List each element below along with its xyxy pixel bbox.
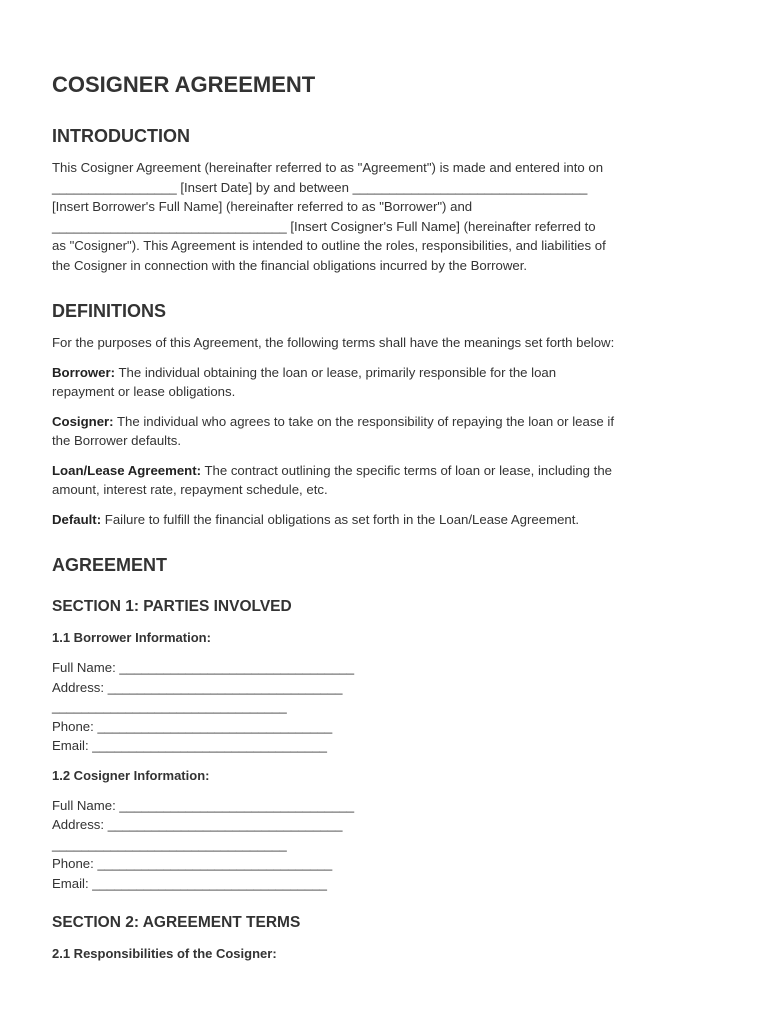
definition-text: Failure to fulfill the financial obligations as set forth in the Loan/Lease Agreement. bbox=[101, 511, 580, 527]
cosigner-responsibilities-heading: 2.1 Responsibilities of the Cosigner: bbox=[52, 946, 277, 961]
definition-term: Default: bbox=[52, 511, 102, 527]
cosigner-full-name-field[interactable]: Full Name: ________________________________ bbox=[52, 797, 355, 813]
intro-line: This Cosigner Agreement (hereinafter referred to as "Agreement") is made and entered into on bbox=[52, 160, 604, 175]
definition-text-cont: amount, interest rate, repayment schedule, etc. bbox=[52, 482, 328, 497]
definitions-lead: For the purposes of this Agreement, the following terms shall have the meanings set forth below: bbox=[52, 335, 615, 350]
definition-text-cont: the Borrower defaults. bbox=[52, 433, 182, 448]
borrower-address-line2-field[interactable]: ________________________________ bbox=[52, 699, 287, 714]
cosigner-info-heading: 1.2 Cosigner Information: bbox=[52, 767, 210, 783]
definition-text: The individual who agrees to take on the responsibility of repaying the loan or lease if bbox=[113, 413, 615, 429]
definition-term: Loan/Lease Agreement: bbox=[52, 462, 202, 478]
section-1-heading: SECTION 1: PARTIES INVOLVED bbox=[52, 598, 292, 615]
cosigner-address-line2-field[interactable]: ________________________________ bbox=[52, 836, 287, 852]
intro-line: [Insert Borrower's Full Name] (hereinafter referred to as "Borrower") and bbox=[52, 199, 473, 214]
borrower-full-name-field[interactable]: Full Name: ________________________________ bbox=[52, 660, 355, 675]
cosigner-info-fields bbox=[52, 796, 718, 894]
document-title: COSIGNER AGREEMENT bbox=[52, 72, 316, 97]
intro-line: ________________________________ [Insert Cosigner's Full Name] (hereinafter referred to bbox=[52, 218, 596, 234]
borrower-phone-field[interactable]: Phone: ________________________________ bbox=[52, 718, 333, 734]
section-2-heading: SECTION 2: AGREEMENT TERMS bbox=[52, 914, 301, 931]
cosigner-phone-field[interactable]: Phone: ________________________________ bbox=[52, 856, 333, 871]
intro-line: the Cosigner in connection with the financial obligations incurred by the Borrower. bbox=[52, 257, 528, 273]
borrower-address-field[interactable]: Address: ________________________________ bbox=[52, 679, 343, 695]
definition-item bbox=[52, 412, 718, 451]
introduction-heading: INTRODUCTION bbox=[52, 126, 190, 146]
definition-text: The individual obtaining the loan or lease, primarily responsible for the loan bbox=[115, 364, 557, 380]
cosigner-email-field[interactable]: Email: ________________________________ bbox=[52, 875, 327, 891]
definition-term: Borrower: bbox=[52, 364, 116, 380]
cosigner-address-field[interactable]: Address: ________________________________ bbox=[52, 817, 343, 832]
intro-line: as "Cosigner"). This Agreement is intended to outline the roles, responsibilities, and liabilities of bbox=[52, 238, 606, 253]
borrower-info-heading: 1.1 Borrower Information: bbox=[52, 630, 211, 645]
definition-item bbox=[52, 363, 718, 402]
definition-term: Cosigner: bbox=[52, 413, 114, 429]
definitions-heading: DEFINITIONS bbox=[52, 301, 167, 321]
borrower-email-field[interactable]: Email: ________________________________ bbox=[52, 738, 327, 753]
definition-item bbox=[52, 510, 718, 530]
definition-text: The contract outlining the specific terms of loan or lease, including the bbox=[201, 462, 613, 478]
intro-line: _________________ [Insert Date] by and between ________________________________ bbox=[52, 179, 588, 195]
agreement-heading: AGREEMENT bbox=[52, 555, 168, 575]
definition-text-cont: repayment or lease obligations. bbox=[52, 384, 236, 399]
introduction-paragraph bbox=[52, 158, 718, 275]
borrower-info-fields bbox=[52, 658, 718, 756]
definition-item bbox=[52, 461, 718, 500]
